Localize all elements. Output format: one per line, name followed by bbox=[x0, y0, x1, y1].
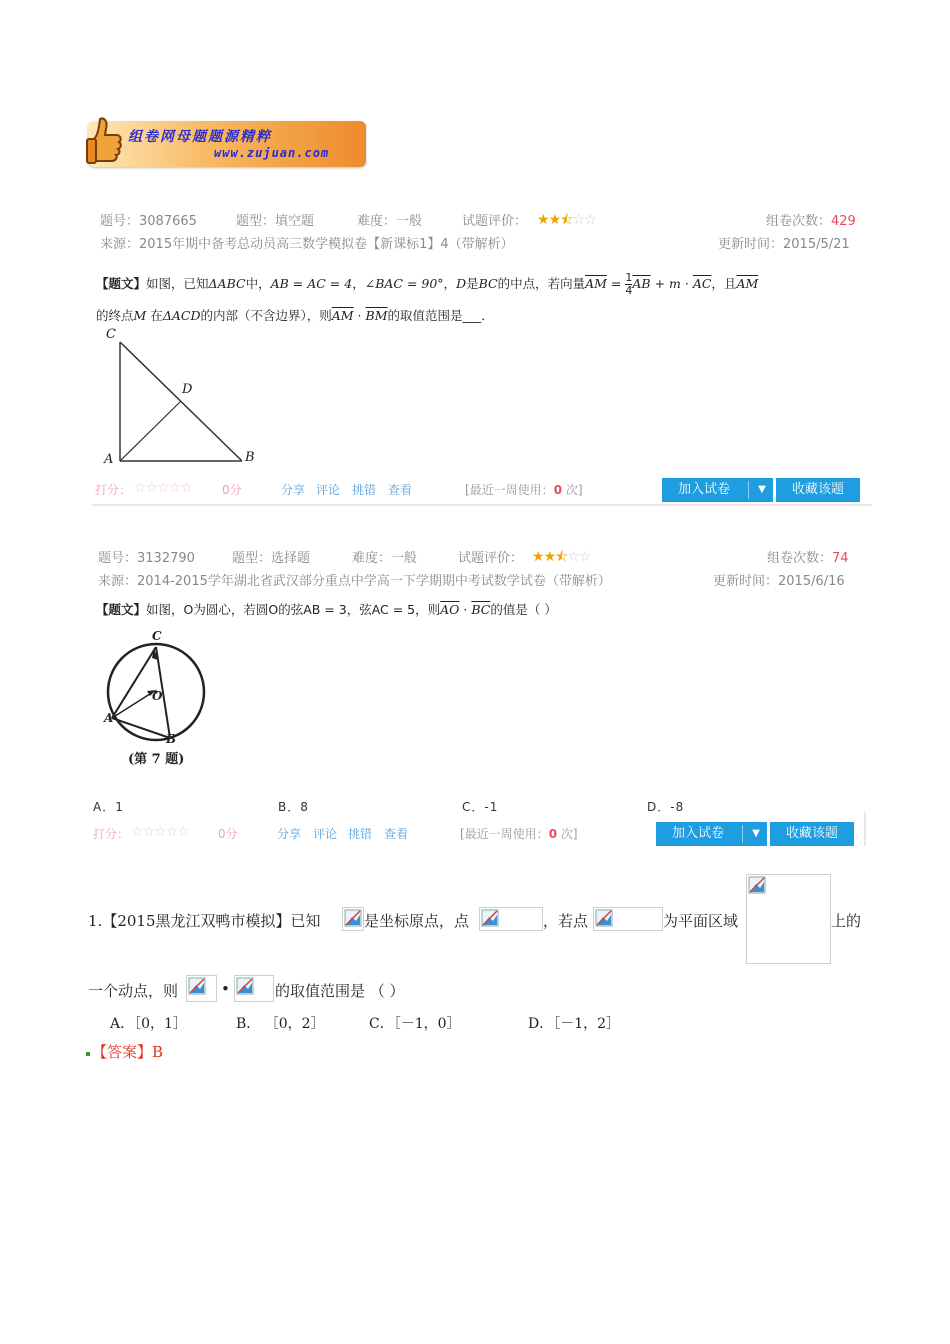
chevron-down-icon[interactable]: ▼ bbox=[758, 484, 766, 495]
button-divider bbox=[742, 825, 743, 843]
add-to-paper-button[interactable] bbox=[662, 478, 773, 502]
q1-stem-line1 bbox=[96, 272, 758, 297]
fig-label-b: B bbox=[245, 450, 255, 465]
q2-difficulty: 难度：一般 bbox=[352, 551, 418, 566]
q3-option-d: D．［－1，2］ bbox=[528, 1016, 621, 1032]
q1-count-label: 组卷次数： bbox=[766, 214, 832, 229]
fig-label-a: A bbox=[104, 452, 114, 467]
card-edge bbox=[864, 812, 866, 846]
stem-text: 的终点 bbox=[96, 308, 134, 323]
bullet-mark bbox=[86, 1052, 90, 1056]
share-link[interactable]: 分享 bbox=[281, 483, 306, 497]
stem-text: 的值是（ ） bbox=[490, 602, 557, 617]
star-icon: ★ bbox=[548, 212, 561, 228]
vector-ao: $\overline{AO}$ bbox=[440, 602, 460, 617]
fig-label-a: A bbox=[104, 711, 114, 725]
stem-math: ΔABC bbox=[208, 276, 246, 291]
broken-image-icon bbox=[188, 977, 206, 995]
q1-source: 来源：2015年期中备考总动员高三数学模拟卷【新课标1】4（带解析） bbox=[100, 237, 514, 252]
q2-option-c: C．-1 bbox=[462, 800, 499, 814]
q3-text: 的取值范围是 （ ） bbox=[275, 982, 405, 1000]
report-error-link[interactable]: 挑错 bbox=[352, 483, 377, 497]
comment-link[interactable]: 评论 bbox=[316, 483, 341, 497]
broken-image-placeholder bbox=[234, 975, 274, 1002]
q2-count bbox=[767, 547, 849, 566]
stem-tag: 【题文】 bbox=[96, 276, 147, 291]
q3-text: 已知 bbox=[290, 912, 321, 930]
stem-math: · bbox=[357, 308, 362, 323]
broken-image-icon bbox=[481, 909, 499, 927]
favorite-question-button[interactable]: 收藏该题 bbox=[770, 822, 854, 846]
star-icon: ☆ bbox=[567, 549, 579, 565]
q1-count-value: 429 bbox=[831, 214, 856, 229]
broken-image-icon bbox=[236, 977, 254, 995]
q1-stem-line2 bbox=[96, 306, 494, 324]
zujuan-logo bbox=[88, 121, 366, 167]
q2-option-d: D．-8 bbox=[647, 800, 685, 814]
add-to-paper-label: 加入试卷 bbox=[677, 482, 730, 497]
star-half-icon: ⯪ bbox=[560, 212, 573, 228]
card-divider bbox=[92, 504, 872, 506]
vector-am: $\overline{AM}$ bbox=[736, 276, 759, 291]
q2-rating-label: 试题评价： bbox=[458, 551, 524, 566]
broken-image-placeholder bbox=[746, 874, 831, 964]
stem-math: + m · bbox=[654, 276, 689, 291]
stem-text: ， bbox=[352, 276, 365, 291]
broken-image-placeholder bbox=[479, 907, 543, 931]
stem-text: 的中点，若向量 bbox=[497, 276, 586, 291]
broken-image-placeholder bbox=[593, 907, 663, 931]
stem-text: 的取值范围是___． bbox=[387, 308, 494, 323]
logo-url: www.zujuan.com bbox=[214, 146, 330, 160]
broken-image-icon bbox=[344, 909, 362, 927]
vector-bc: $\overline{BC}$ bbox=[471, 602, 491, 617]
fraction-num: 1 bbox=[625, 271, 633, 284]
recent-usage-prefix: [最近一周使用： bbox=[460, 827, 549, 841]
star-icon: ☆ bbox=[578, 549, 591, 565]
stem-text: 在 bbox=[150, 308, 163, 323]
stem-math: AB = AC = 4 bbox=[270, 276, 353, 291]
q3-text: 为平面区域 bbox=[663, 912, 739, 930]
add-to-paper-button[interactable] bbox=[656, 822, 767, 846]
star-icon: ☆ bbox=[572, 212, 584, 228]
fig-label-c: C bbox=[152, 629, 162, 643]
score-stars[interactable]: ☆☆☆☆☆ bbox=[134, 480, 192, 496]
stem-text: 中， bbox=[245, 276, 271, 291]
q1-difficulty: 难度：一般 bbox=[357, 214, 423, 229]
q3-number: 1. bbox=[88, 912, 103, 930]
q1-rating-label: 试题评价： bbox=[462, 214, 528, 229]
recent-usage-prefix: [最近一周使用： bbox=[465, 483, 554, 497]
q3-dot: • bbox=[221, 980, 230, 998]
q3-text: 一个动点，则 bbox=[88, 982, 179, 1000]
fraction-den: 4 bbox=[625, 284, 633, 297]
stem-math: D bbox=[456, 276, 467, 291]
q2-stem bbox=[96, 600, 557, 618]
q2-count-label: 组卷次数： bbox=[767, 551, 833, 566]
q3-source-tag: 【2015黑龙江双鸭市模拟】 bbox=[102, 912, 291, 930]
score-value: 0分 bbox=[222, 483, 242, 497]
stem-text: 的内部（不含边界），则 bbox=[200, 308, 332, 323]
broken-image-icon bbox=[595, 909, 613, 927]
vector-ab: $\overline{AB}$ bbox=[632, 276, 651, 291]
button-divider bbox=[748, 481, 749, 499]
star-icon: ★ bbox=[543, 549, 556, 565]
q2-type: 题型：选择题 bbox=[232, 551, 311, 566]
logo-title: 组卷网母题题源精粹 bbox=[128, 129, 272, 145]
q1-type: 题型：填空题 bbox=[236, 214, 315, 229]
stem-math: = bbox=[610, 276, 622, 291]
fig-label-b: B bbox=[166, 732, 177, 746]
fig-label-c: C bbox=[106, 327, 116, 342]
stem-text: ，且 bbox=[711, 276, 737, 291]
star-icon: ☆ bbox=[583, 212, 596, 228]
score-label: 打分： bbox=[93, 827, 130, 841]
comment-link[interactable]: 评论 bbox=[313, 827, 338, 841]
q1-updated: 更新时间：2015/5/21 bbox=[718, 237, 850, 252]
q3-line1-a bbox=[88, 910, 321, 931]
recent-usage-value: 0 bbox=[548, 827, 558, 841]
stem-math: · bbox=[463, 602, 468, 617]
broken-image-placeholder bbox=[186, 975, 217, 1002]
q2-rating-stars bbox=[532, 546, 591, 570]
q3-answer: 【答案】B bbox=[92, 1043, 164, 1061]
recent-usage bbox=[460, 825, 578, 842]
share-link[interactable]: 分享 bbox=[277, 827, 302, 841]
fig-label-d: D bbox=[182, 382, 193, 397]
q3-option-c: C．［－1，0］ bbox=[369, 1016, 461, 1032]
stem-math: M bbox=[133, 308, 147, 323]
stem-text: 如图，O为圆心，若圆O的弦AB = 3，弦AC = 5，则 bbox=[146, 602, 441, 617]
report-error-link[interactable]: 挑错 bbox=[348, 827, 373, 841]
q2-option-a: A．1 bbox=[93, 800, 124, 814]
stem-tag: 【题文】 bbox=[96, 602, 147, 617]
stem-text: 如图，已知 bbox=[146, 276, 209, 291]
q3-option-b: B． ［0，2］ bbox=[236, 1016, 325, 1032]
score-label: 打分： bbox=[95, 483, 132, 497]
view-link[interactable]: 查看 bbox=[384, 827, 409, 841]
star-half-icon: ⯪ bbox=[555, 549, 568, 565]
q1-id: 题号：3087665 bbox=[100, 214, 197, 229]
vector-am: $\overline{AM}$ bbox=[585, 276, 607, 291]
q2-count-value: 74 bbox=[832, 551, 849, 566]
recent-usage-suffix: 次] bbox=[557, 827, 578, 841]
stem-math: ΔACD bbox=[162, 308, 201, 323]
thumbs-up-icon bbox=[86, 115, 126, 169]
recent-usage-value: 0 bbox=[553, 483, 563, 497]
fig-label-o: O bbox=[152, 689, 163, 703]
recent-usage-suffix: 次] bbox=[562, 483, 583, 497]
broken-image-icon bbox=[748, 876, 766, 894]
score-stars[interactable]: ☆☆☆☆☆ bbox=[131, 824, 189, 840]
q2-updated: 更新时间：2015/6/16 bbox=[713, 574, 845, 589]
figure-caption: (第 7 题) bbox=[128, 752, 185, 767]
broken-image-placeholder bbox=[342, 907, 364, 931]
q3-text: 是坐标原点，点 bbox=[364, 912, 470, 930]
q1-rating-stars bbox=[537, 209, 596, 233]
q1-count bbox=[766, 210, 856, 229]
star-icon: ★ bbox=[532, 549, 544, 565]
q2-option-b: B．8 bbox=[278, 800, 309, 814]
q2-id: 题号：3132790 bbox=[98, 551, 195, 566]
q3-text: 上的 bbox=[831, 912, 862, 930]
chevron-down-icon[interactable]: ▼ bbox=[752, 828, 760, 839]
q3-text: ，若点 bbox=[543, 912, 589, 930]
vector-am: $\overline{AM}$ bbox=[331, 308, 354, 323]
q3-option-a: A．［0，1］ bbox=[110, 1016, 187, 1032]
view-link[interactable]: 查看 bbox=[388, 483, 413, 497]
add-to-paper-label: 加入试卷 bbox=[671, 826, 724, 841]
score-value: 0分 bbox=[218, 827, 238, 841]
q1-triangle-figure bbox=[100, 328, 270, 468]
stem-text: 是 bbox=[466, 276, 479, 291]
q2-source: 来源：2014-2015学年湖北省武汉部分重点中学高一下学期期中考试数学试卷（带解析） bbox=[98, 574, 611, 589]
stem-math: BC bbox=[478, 276, 498, 291]
favorite-question-button[interactable]: 收藏该题 bbox=[776, 478, 860, 502]
stem-text: ， bbox=[443, 276, 457, 291]
vector-bm: $\overline{BM}$ bbox=[365, 308, 388, 323]
stem-math: ∠BAC = 90° bbox=[364, 276, 444, 291]
vector-ac: $\overline{AC}$ bbox=[692, 276, 712, 291]
star-icon: ★ bbox=[537, 212, 549, 228]
recent-usage bbox=[465, 481, 583, 498]
